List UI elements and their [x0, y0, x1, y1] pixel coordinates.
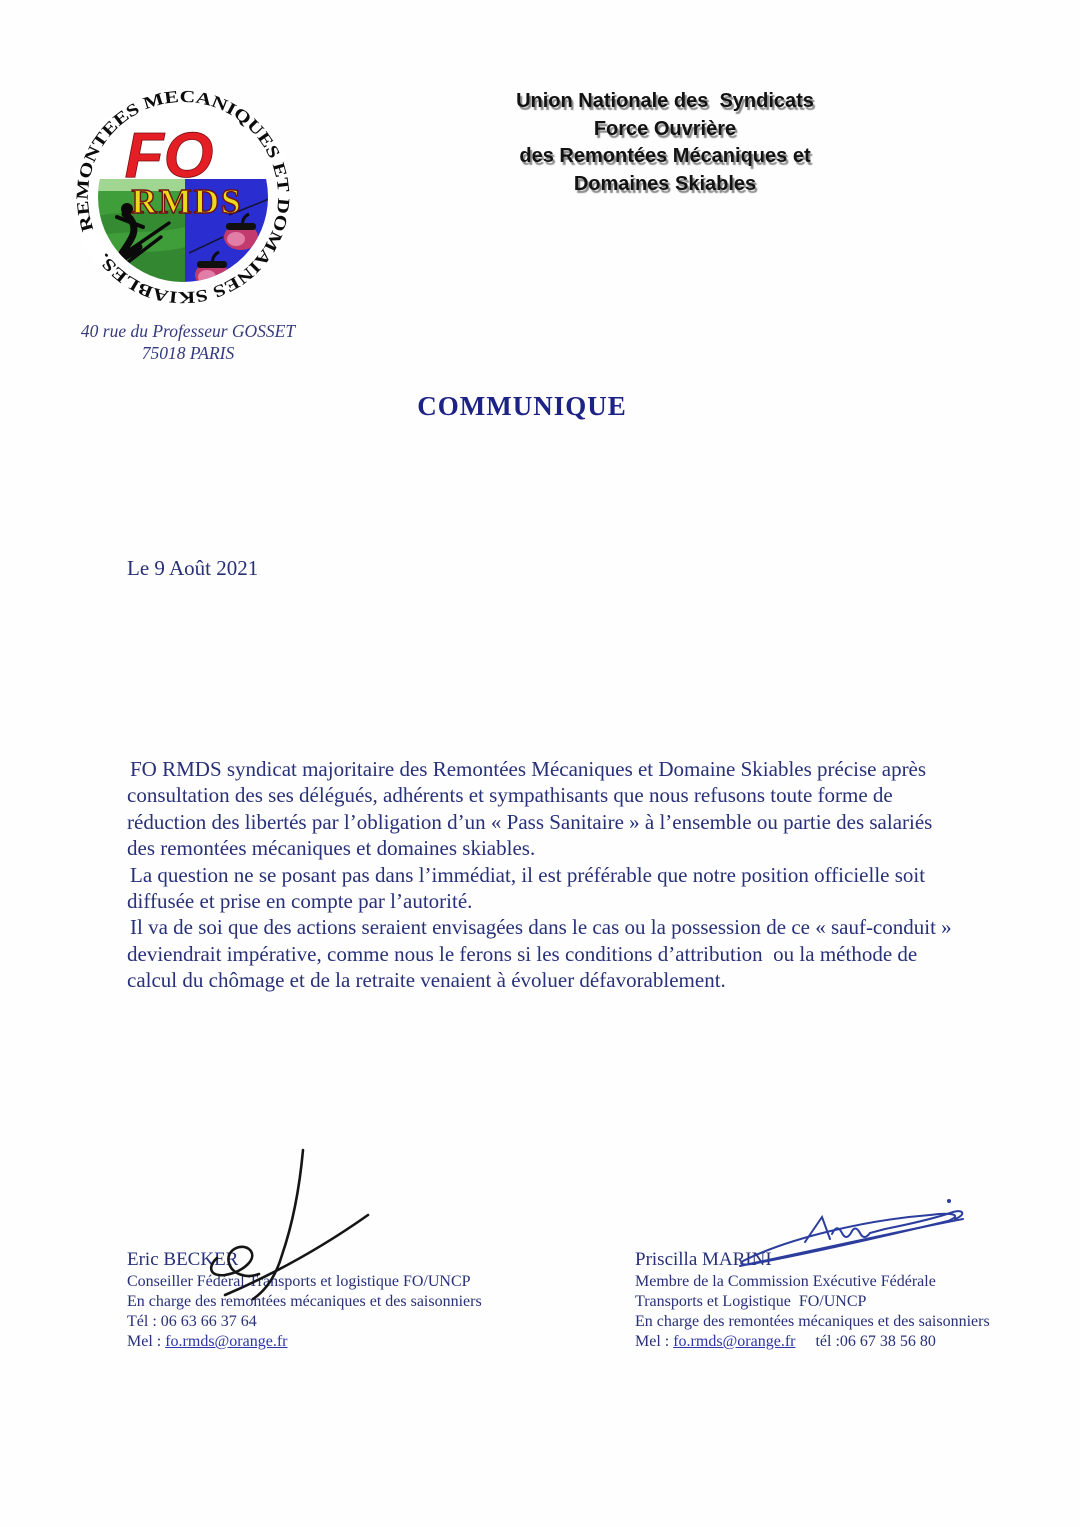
email-label: Mel :: [127, 1333, 166, 1350]
body-paragraph: La question ne se posant pas dans l’immédiat, il est préférable que notre position officielle soit diffusée et prise en compte par l’autorité.: [127, 862, 931, 914]
signatory-right-phone: tél :06 67 38 56 80: [815, 1333, 936, 1350]
signatory-left-role-2: En charge des remontées mécaniques et des saisonniers: [127, 1293, 482, 1310]
signatory-left: [127, 1248, 482, 1352]
org-header-line: Domaines Skiables: [573, 172, 757, 195]
org-header-line: Union Nationale des Syndicats: [516, 90, 814, 112]
address-line-1: 40 rue du Professeur GOSSET: [80, 321, 296, 341]
date-line: Le 9 Août 2021: [127, 556, 259, 580]
body-paragraph: Il va de soi que des actions seraient envisagées dans le cas ou la possession de ce « sauf-conduit » deviendrait impérative, comme nous le ferons si les conditions d’attribution ou la méthode de calcul du chômage et de la retraite venaient à évoluer défavorablement.: [127, 915, 957, 993]
body-text: [127, 756, 955, 994]
signatory-left-phone: Tél : 06 63 66 37 64: [127, 1313, 257, 1330]
signatory-right-role-3: En charge des remontées mécaniques et des saisonniers: [635, 1313, 990, 1330]
org-header-line: Force Ouvrière: [593, 117, 737, 140]
signatory-right: [635, 1248, 990, 1352]
email-link[interactable]: fo.rmds@orange.fr: [673, 1333, 796, 1350]
org-header: [470, 88, 860, 198]
org-header-line: des Remontées Mécaniques et: [519, 145, 811, 167]
page-title: COMMUNIQUE: [417, 391, 627, 421]
signatory-left-role-1: Conseiller Fédéral Transports et logistique FO/UNCP: [127, 1273, 471, 1290]
body-paragraph: FO RMDS syndicat majoritaire des Remontées Mécaniques et Domaine Skiables précise après consultation des ses délégués, adhérents et sympathisants que nous refusons toute forme de réduction des libertés par l’obligation d’un « Pass Sanitaire » à l’ensemble ou partie des salariés des remontées mécaniques et domaines skiables.: [127, 757, 938, 861]
signatory-right-role-2: Transports et Logistique FO/UNCP: [635, 1293, 867, 1310]
org-address: [38, 320, 338, 364]
fo-rmds-logo: [73, 87, 293, 307]
email-label: Mel :: [635, 1333, 674, 1350]
email-link[interactable]: fo.rmds@orange.fr: [165, 1333, 288, 1350]
signatory-right-role-1: Membre de la Commission Exécutive Fédérale: [635, 1273, 936, 1290]
address-line-2: 75018 PARIS: [141, 343, 235, 363]
signatory-left-name: Eric BECKER: [127, 1249, 239, 1270]
logo-ring-text: REMONTEES MECANIQUES ET DOMAINES SKIABLES.: [73, 87, 293, 307]
logo-rmds-text: RMDS: [131, 182, 243, 221]
signatory-right-name: Priscilla MARINI: [635, 1249, 772, 1270]
logo-fo-text: FO: [124, 119, 214, 191]
